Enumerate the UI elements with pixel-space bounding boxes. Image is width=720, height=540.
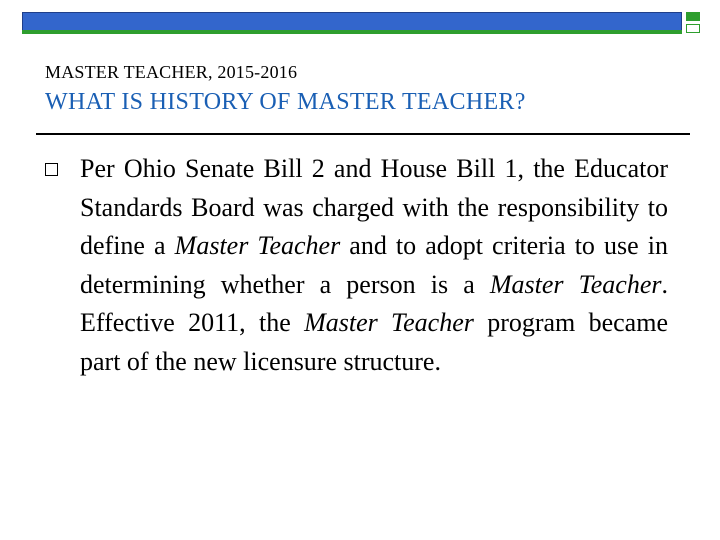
text-segment: program became part of the new licensure structure.	[80, 308, 668, 376]
slide-title: WHAT IS HISTORY OF MASTER TEACHER?	[45, 89, 526, 115]
bullet-paragraph	[80, 150, 668, 381]
text-segment: and to adopt criteria to use in determining whether a person is a	[80, 231, 668, 299]
text-segment: . Effective 2011, the	[80, 269, 668, 337]
hollow-square-bullet-icon	[45, 163, 58, 176]
text-segment: Per Ohio Senate Bill 2 and House Bill 1, the Educator Standards Board was charged with the responsibility to define a	[80, 154, 668, 260]
corner-square-icon	[686, 24, 700, 33]
slide-subtitle: MASTER TEACHER, 2015-2016	[45, 62, 298, 82]
header-accent-stripe	[22, 30, 682, 34]
italic-term: Master Teacher	[174, 231, 341, 260]
italic-term: Master Teacher	[304, 308, 474, 337]
italic-term: Master Teacher	[489, 269, 662, 299]
corner-square-icon	[686, 12, 700, 21]
title-divider	[36, 133, 690, 135]
corner-decoration	[686, 12, 704, 36]
